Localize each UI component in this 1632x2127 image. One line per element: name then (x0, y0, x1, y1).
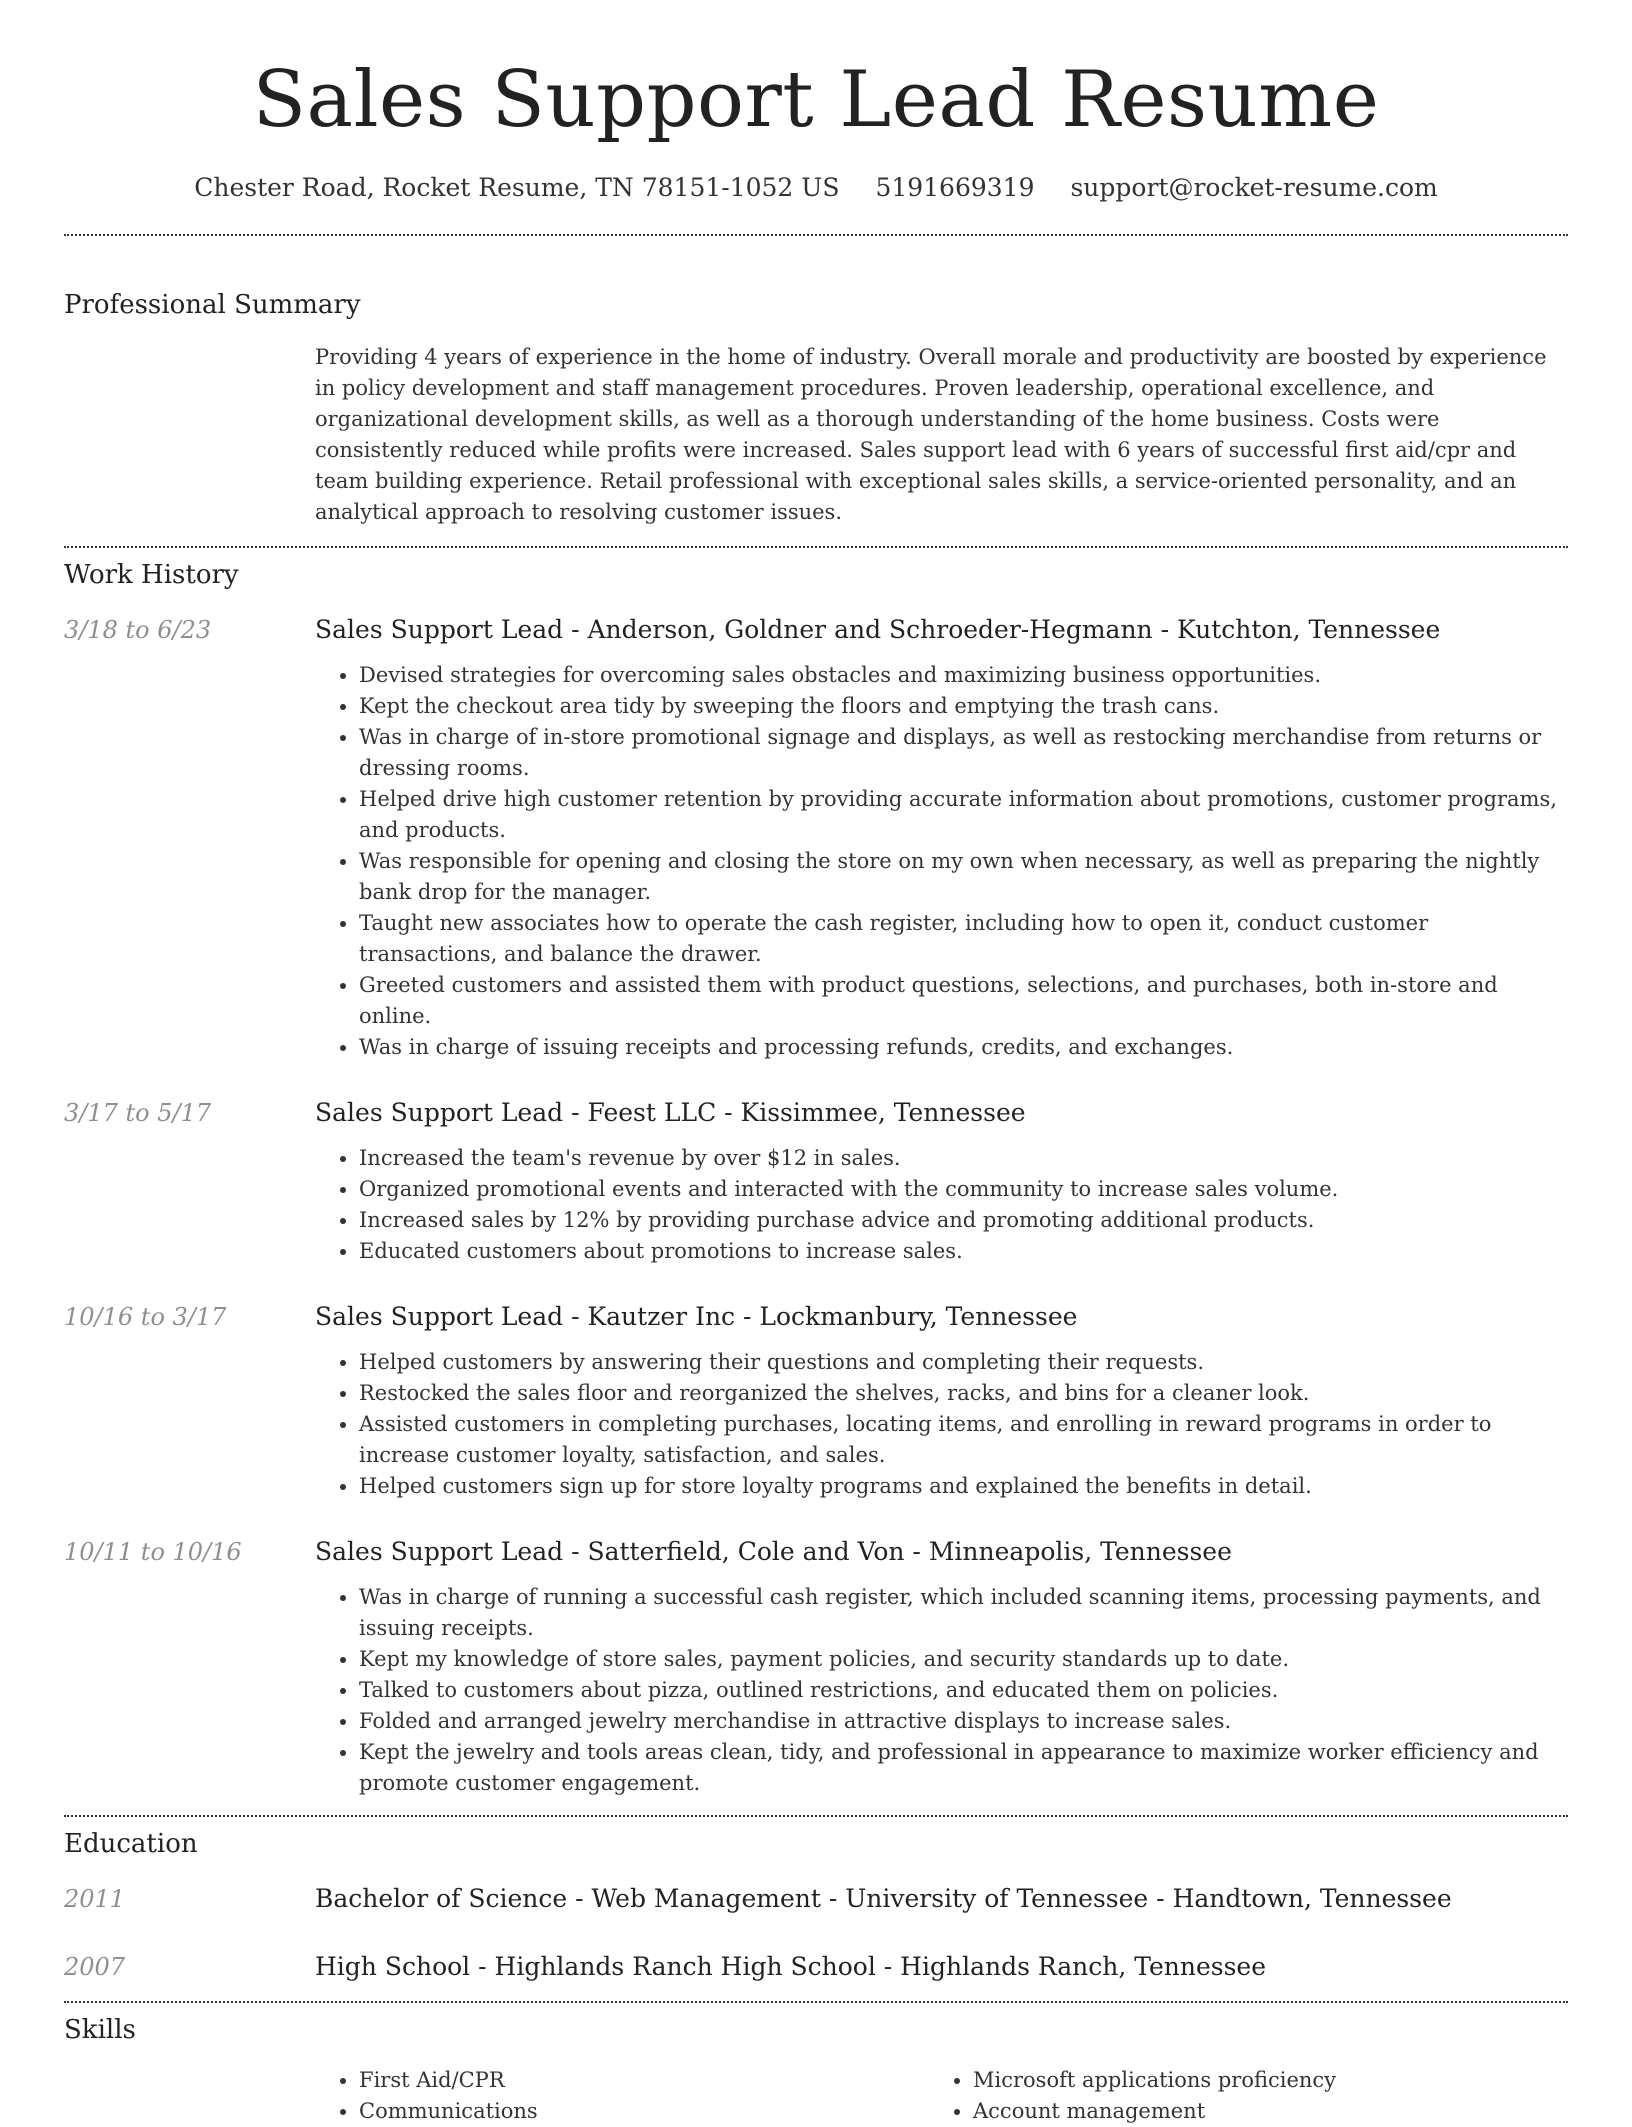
work-history-section (64, 548, 1568, 1799)
job-heading: Sales Support Lead - Satterfield, Cole and Von - Minneapolis, Tennessee (315, 1537, 1232, 1566)
list-item: • Was in charge of running a successful cash register, which included scanning items, processing payments, and issuing receipts. (359, 1582, 1568, 1644)
list-item: • First Aid/CPR (359, 2065, 929, 2096)
list-item: • Was in charge of in-store promotional signage and displays, as well as restocking merchandise from returns or dressing rooms. (359, 722, 1568, 784)
list-item: • Educated customers about promotions to increase sales. (359, 1236, 1568, 1267)
section-title-education: Education (64, 1829, 198, 1859)
list-item: • Kept my knowledge of store sales, payment policies, and security standards up to date. (359, 1644, 1568, 1675)
resume-title: Sales Support Lead Resume (252, 55, 1380, 145)
job-bullets (315, 660, 1568, 1063)
section-title-summary: Professional Summary (64, 290, 361, 320)
job-entry (64, 1301, 1568, 1502)
list-item: • Microsoft applications proficiency (973, 2065, 1543, 2096)
list-item: • Was in charge of issuing receipts and processing refunds, credits, and exchanges. (359, 1032, 1568, 1063)
list-item: • Folded and arranged jewelry merchandise in attractive displays to increase sales. (359, 1706, 1568, 1737)
education-year: 2007 (64, 1953, 126, 1981)
job-entry (64, 1097, 1568, 1267)
list-item: • Taught new associates how to operate the cash register, including how to open it, conduct customer transactions, and balance the drawer. (359, 908, 1568, 970)
skills-section (64, 2003, 1568, 2127)
job-entry (64, 1536, 1568, 1799)
education-heading: Bachelor of Science - Web Management - University of Tennessee - Handtown, Tennessee (315, 1884, 1452, 1913)
skills-list (315, 2065, 1568, 2127)
section-title-skills: Skills (64, 2015, 136, 2045)
list-item: • Organized promotional events and interacted with the community to increase sales volume. (359, 1174, 1568, 1205)
list-item: • Kept the checkout area tidy by sweeping the floors and emptying the trash cans. (359, 691, 1568, 722)
list-item: • Talked to customers about pizza, outlined restrictions, and educated them on policies. (359, 1675, 1568, 1706)
job-bullets (315, 1347, 1568, 1502)
list-item: • Increased the team's revenue by over $12 in sales. (359, 1143, 1568, 1174)
education-entry (64, 1951, 1568, 1983)
job-bullets (315, 1143, 1568, 1267)
list-item: • Helped drive high customer retention by providing accurate information about promotions, customer programs, and products. (359, 784, 1568, 846)
list-item: • Communications (359, 2096, 929, 2127)
skills-column-left (315, 2065, 929, 2127)
list-item: • Devised strategies for overcoming sales obstacles and maximizing business opportunities. (359, 660, 1568, 691)
list-item: • Increased sales by 12% by providing purchase advice and promoting additional products. (359, 1205, 1568, 1236)
resume-page (64, 0, 1568, 2127)
list-item: • Restocked the sales floor and reorganized the shelves, racks, and bins for a cleaner look. (359, 1378, 1568, 1409)
contact-phone[interactable]: 5191669319 (875, 173, 1035, 202)
job-date: 3/18 to 6/23 (64, 616, 212, 644)
job-heading: Sales Support Lead - Kautzer Inc - Lockmanbury, Tennessee (315, 1302, 1078, 1331)
job-date: 10/16 to 3/17 (64, 1303, 227, 1331)
job-heading: Sales Support Lead - Anderson, Goldner and Schroeder-Hegmann - Kutchton, Tennessee (315, 615, 1441, 644)
list-item: • Helped customers by answering their questions and completing their requests. (359, 1347, 1568, 1378)
list-item: • Account management (973, 2096, 1543, 2127)
list-item: • Assisted customers in completing purchases, locating items, and enrolling in reward programs in order to increase customer loyalty, satisfaction, and sales. (359, 1409, 1568, 1471)
list-item: • Greeted customers and assisted them with product questions, selections, and purchases, both in-store and online. (359, 970, 1568, 1032)
job-date: 10/11 to 10/16 (64, 1538, 242, 1566)
job-date: 3/17 to 5/17 (64, 1099, 212, 1127)
list-item: • Helped customers sign up for store loyalty programs and explained the benefits in detail. (359, 1471, 1568, 1502)
summary-section (64, 236, 1568, 528)
contact-email[interactable]: support@rocket-resume.com (1070, 173, 1438, 202)
list-item: • Was responsible for opening and closing the store on my own when necessary, as well as preparing the nightly bank drop for the manager. (359, 846, 1568, 908)
job-entry (64, 614, 1568, 1063)
job-bullets (315, 1582, 1568, 1799)
list-item: • Kept the jewelry and tools areas clean, tidy, and professional in appearance to maximize worker efficiency and promote customer engagement. (359, 1737, 1568, 1799)
education-heading: High School - Highlands Ranch High School - Highlands Ranch, Tennessee (315, 1952, 1267, 1981)
education-year: 2011 (64, 1885, 126, 1913)
education-entry (64, 1883, 1568, 1915)
contact-address: Chester Road, Rocket Resume, TN 78151-1052 US (194, 173, 840, 202)
education-section (64, 1817, 1568, 1983)
contact-line (64, 172, 1568, 204)
job-heading: Sales Support Lead - Feest LLC - Kissimmee, Tennessee (315, 1098, 1026, 1127)
section-title-work-history: Work History (64, 560, 239, 590)
skills-column-right (929, 2065, 1543, 2127)
summary-text: Providing 4 years of experience in the home of industry. Overall morale and productivity are boosted by experience in policy development and staff management procedures. Proven leadership, operational excellence, and organizational development skills, as well as a thorough understanding of the home business. Costs were consistently reduced while profits were increased. Sales support lead with 6 years of successful first aid/cpr and team building experience. Retail professional with exceptional sales skills, a service-oriented personality, and an analytical approach to resolving customer issues. (315, 345, 1547, 524)
